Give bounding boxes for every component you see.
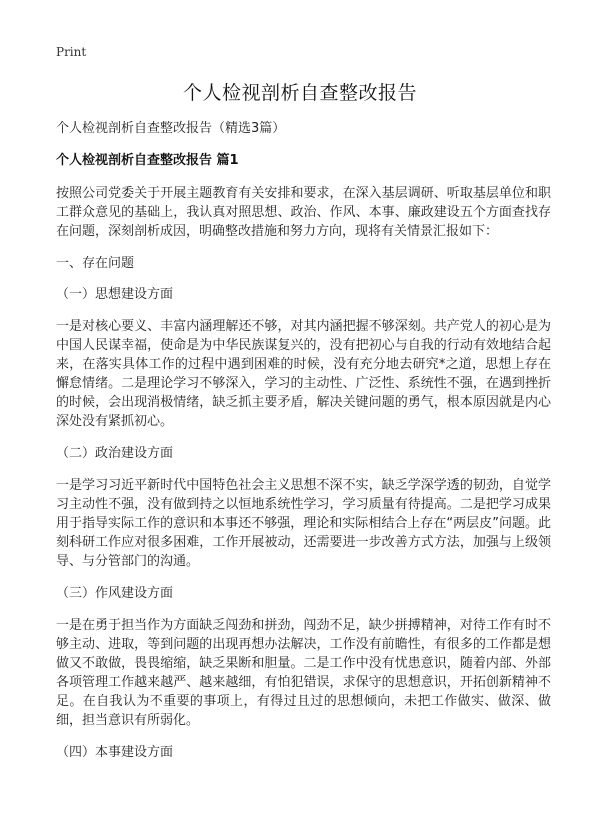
ideology-paragraph: 一是对核心要义、丰富内涵理解还不够，对其内涵把握不够深刻。共产党人的初心是为中国人民谋幸福，使命是为中华民族谋复兴的，没有把初心与自我的行动有效地结合起来，在落实具体工作的过程中遇到困难的时候，没有充分地去研究*之道，思想上存在懈怠情绪。二是理论学习不够深入，学习的主动性、广泛性、系统性不强，在遇到挫折的时候，会出现消极情绪，缺乏抓主要矛盾，解决关键问题的勇气，根本原因就是内心深处没有紧抓初心。 xyxy=(56,319,551,429)
subheading-ideology: （一）思想建设方面 xyxy=(56,287,174,302)
subheading-politics: （二）政治建设方面 xyxy=(56,446,174,461)
section-title: 个人检视剖析自查整改报告 篇1 xyxy=(56,153,239,168)
print-link[interactable]: Print xyxy=(56,45,87,59)
politics-paragraph: 一是学习习近平新时代中国特色社会主义思想不深不实，缺乏学深学透的韧劲，自觉学习主动性不强，没有做到持之以恒地系统性学习，学习质量有待提高。二是把学习成果用于指导实际工作的意识和本事还不够强，理论和实际相结合上存在“两层皮”问题。此刻科研工作应对很多困难，工作开展被动，还需要进一步改善方式方法，加强与上级领导、与分管部门的沟通。 xyxy=(56,478,551,569)
work-style-paragraph: 一是在勇于担当作为方面缺乏闯劲和拼劲，闯劲不足，缺少拼搏精神，对待工作有时不够主动、进取，等到问题的出现再想办法解决，工作没有前瞻性，有很多的工作都是想做又不敢做，畏畏缩缩，缺乏果断和胆量。二是工作中没有忧患意识，随着内部、外部各项管理工作越来越严、越来越细，有怕犯错误，求保守的思想意识，开拓创新精神不足。在自我认为不重要的事项上，有得过且过的思想倾向，未把工作做实、做深、做细，担当意识有所弱化。 xyxy=(56,618,551,728)
intro-paragraph: 按照公司党委关于开展主题教育有关安排和要求，在深入基层调研、听取基层单位和职工群众意见的基础上，我认真对照思想、政治、作风、本事、廉政建设五个方面查找存在问题，深刻剖析成因，明确整改措施和努力方向，现将有关情景汇报如下： xyxy=(56,186,551,239)
subheading-ability: （四）本事建设方面 xyxy=(56,745,174,760)
document-body xyxy=(56,120,551,775)
part-heading-problems: 一、存在问题 xyxy=(56,256,135,271)
subheading-work-style: （三）作风建设方面 xyxy=(56,586,174,601)
document-title: 个人检视剖析自查整改报告 xyxy=(182,82,417,104)
document-subtitle: 个人检视剖析自查整改报告（精选3篇） xyxy=(56,121,286,136)
